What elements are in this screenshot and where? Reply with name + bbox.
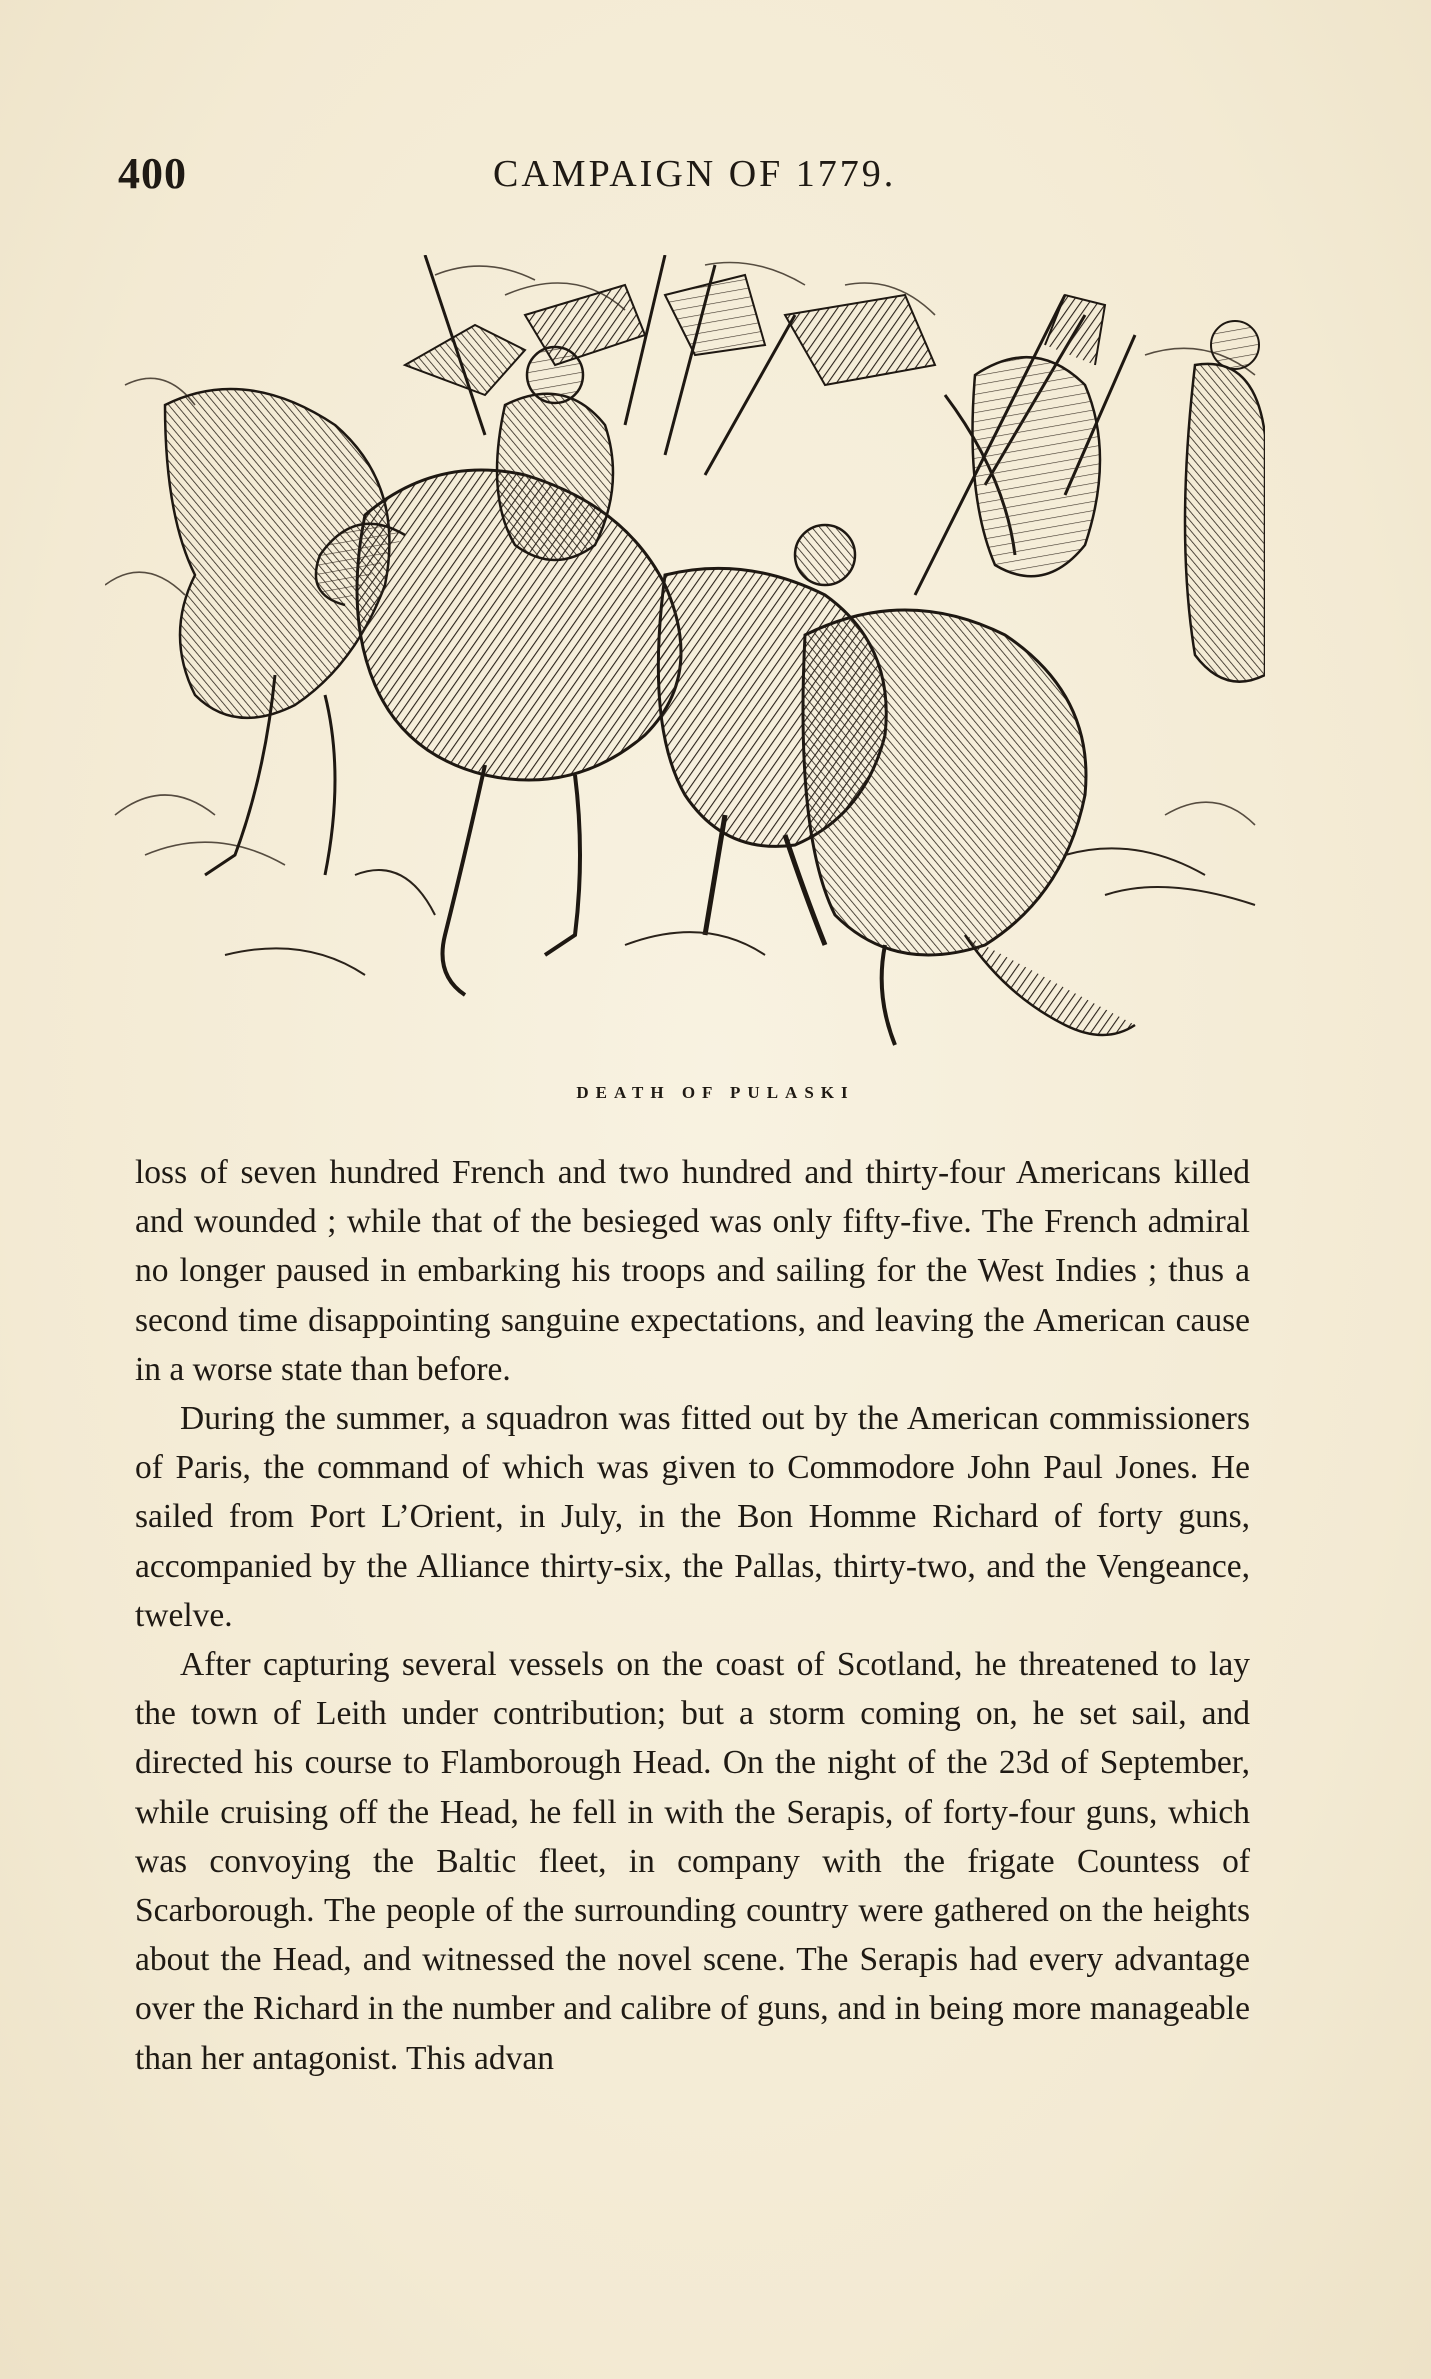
- cavalry-battle-engraving: [105, 255, 1265, 1070]
- paragraph: loss of seven hundred French and two hundred and thirty-four Americans killed and wounded ; while that of the besieged was only fifty-five. The French admiral no longer paused in embarking his troops and sailing for the West Indies ; thus a second time disappointing sanguine expectations, and leaving the American cause in a worse state than before.: [135, 1154, 1250, 1388]
- illustration-caption: DEATH OF PULASKI: [576, 1083, 855, 1102]
- running-title: CAMPAIGN OF 1779.: [493, 153, 897, 195]
- running-head: [118, 148, 1248, 208]
- engraving-illustration: [105, 255, 1265, 1070]
- paragraph: After capturing several vessels on the coast of Scotland, he threatened to lay the town of Leith under contribution; but a storm coming on, he set sail, and directed his course to Flamborough Head. On the night of the 23d of September, while cruising off the Head, he fell in with the Serapis, of forty-four guns, which was convoying the Baltic fleet, in company with the frigate Countess of Scarborough. The people of the surrounding country were gathered on the heights about the Head, and witnessed the novel scene. The Serapis had every advantage over the Richard in the number and calibre of guns, and in being more manageable than her antagonist. This advan: [135, 1646, 1250, 2077]
- paragraph: During the summer, a squadron was fitted out by the American commissioners of Paris, the command of which was given to Commodore John Paul Jones. He sailed from Port L’Orient, in July, in the Bon Homme Richard of forty guns, accompanied by the Alliance thirty-six, the Pallas, thirty-two, and the Vengeance, twelve.: [135, 1400, 1250, 1634]
- page-number: 400: [118, 149, 187, 198]
- body-text: [135, 1148, 1250, 2083]
